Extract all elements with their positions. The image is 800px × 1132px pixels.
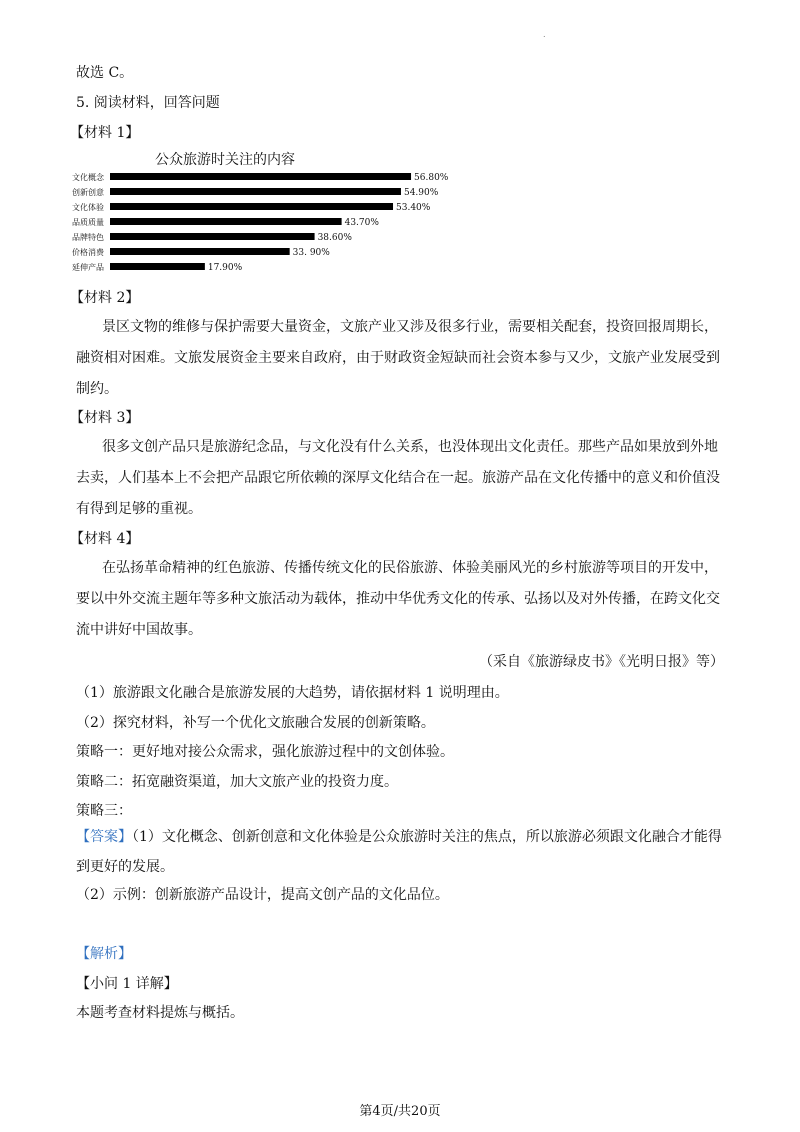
category-label: 价格消费 — [72, 248, 104, 257]
material1-label: 【材料 1】 — [70, 125, 140, 141]
question-title: 5. 阅读材料，回答问题 — [76, 95, 220, 111]
category-label: 创新创意 — [72, 188, 104, 197]
page-number: 第4页/共20页 — [359, 1104, 441, 1119]
value-label: 56.80% — [414, 173, 449, 183]
strategy-2: 策略二：拓宽融资渠道，加大文旅产业的投资力度。 — [76, 774, 398, 790]
material4-body: 在弘扬革命精神的红色旅游、传播传统文化的民俗旅游、体验美丽风光的乡村旅游等项目的开发中，要以中外交流主题年等多种文旅活动为载体，推动中华优秀文化的传承、弘扬以及对外传播，在跨文化交流中讲好中国故事。 — [76, 560, 720, 638]
category-label: 文化概念 — [72, 173, 104, 182]
material3-body: 很多文创产品只是旅游纪念品，与文化没有什么关系，也没体现出文化责任。那些产品如果放到外地去卖，人们基本上不会把产品跟它所依赖的深厚文化结合在一起。旅游产品在文化传播中的意义和价值没有得到足够的重视。 — [76, 439, 720, 517]
material2-label: 【材料 2】 — [70, 290, 140, 306]
bar — [110, 173, 411, 180]
value-label: 17.90% — [207, 263, 243, 273]
analysis-label: 【解析】 — [76, 946, 132, 962]
strategy-3: 策略三： — [76, 803, 132, 819]
value-label: 54.90% — [403, 188, 439, 198]
answer-1: （1）文化概念、创新创意和文化体验是公众旅游时关注的焦点，所以旅游必须跟文化融合才能得到更好的发展。 — [76, 829, 722, 875]
bar — [110, 248, 290, 255]
category-label: 文化体验 — [72, 203, 104, 212]
sub-question-1-label: 【小问 1 详解】 — [76, 976, 178, 992]
category-label: 延伸产品 — [72, 263, 104, 272]
value-label: 53.40% — [396, 203, 431, 213]
material3-label: 【材料 3】 — [70, 410, 140, 426]
material2-body: 景区文物的维修与保护需要大量资金，文旅产业又涉及很多行业，需要相关配套，投资回报周期长，融资相对困难。文旅发展资金主要来自政府，由于财政资金短缺而社会资本参与又少，文旅产业发展受到制约。 — [76, 319, 720, 397]
bar — [110, 263, 205, 270]
chart-svg — [70, 145, 490, 275]
bar-chart — [70, 145, 490, 275]
question-1: （1）旅游跟文化融合是旅游发展的大趋势，请依据材料 1 说明理由。 — [76, 685, 509, 701]
category-label: 品质质量 — [72, 218, 104, 227]
bar — [110, 188, 401, 195]
previous-answer-line: 故选 C。 — [76, 65, 134, 81]
bar — [110, 218, 342, 225]
material2-text — [76, 312, 726, 405]
chart-title: 公众旅游时关注的内容 — [155, 152, 295, 168]
bar — [110, 203, 393, 210]
sub-question-1-text: 本题考查材料提炼与概括。 — [76, 1005, 244, 1021]
material4-text — [76, 553, 726, 646]
answer-block — [76, 822, 726, 882]
value-label: 43.70% — [344, 218, 379, 228]
question-2: （2）探究材料，补写一个优化文旅融合发展的创新策略。 — [76, 715, 435, 731]
value-label: 38.60% — [317, 233, 352, 243]
material3-text — [76, 432, 726, 525]
answer-label: 【答案】 — [76, 829, 132, 845]
value-label: 33. 90% — [292, 248, 330, 258]
category-label: 品牌特色 — [72, 233, 104, 242]
source-citation: （采自《旅游绿皮书》《光明日报》等） — [479, 654, 724, 670]
answer-2: （2）示例：创新旅游产品设计，提高文创产品的文化品位。 — [76, 887, 449, 903]
corner-mark: . — [543, 30, 546, 39]
bar — [110, 233, 315, 240]
material4-label: 【材料 4】 — [70, 531, 140, 547]
strategy-1: 策略一：更好地对接公众需求，强化旅游过程中的文创体验。 — [76, 744, 454, 760]
